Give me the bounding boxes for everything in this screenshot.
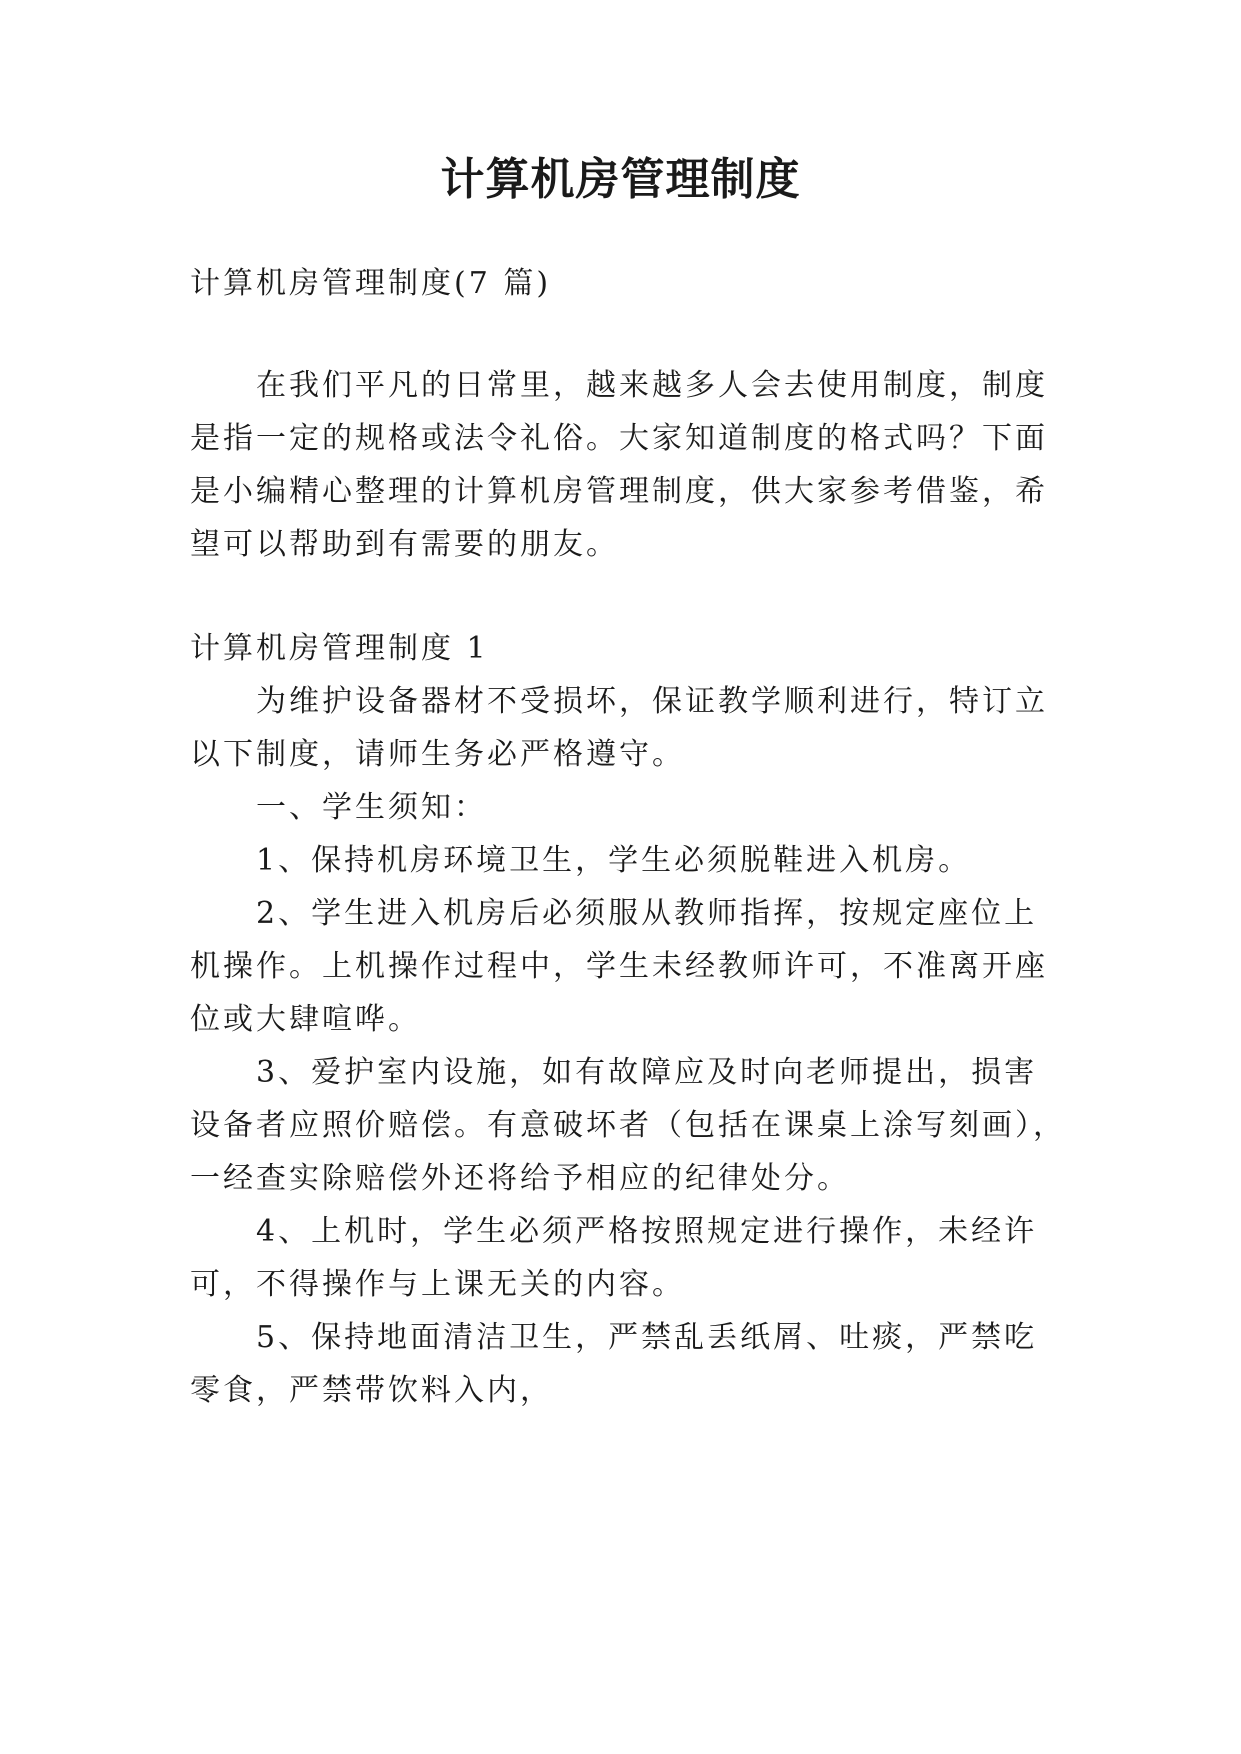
intro-line: 望可以帮助到有需要的朋友。: [190, 527, 619, 562]
section-heading: 计算机房管理制度 1: [190, 631, 489, 666]
body-line: 5、保持地面清洁卫生，严禁乱丢纸屑、吐痰，严禁吃: [190, 1320, 1038, 1355]
body-line: 3、爱护室内设施，如有故障应及时向老师提出，损害: [190, 1055, 1038, 1090]
document-subtitle: 计算机房管理制度(7 篇): [190, 266, 552, 301]
body-line: 位或大肆喧哗。: [190, 1002, 421, 1037]
body-line: 2、学生进入机房后必须服从教师指挥，按规定座位上: [190, 896, 1038, 931]
intro-line: 在我们平凡的日常里，越来越多人会去使用制度，制度: [190, 368, 1048, 403]
intro-line: 是指一定的规格或法令礼俗。大家知道制度的格式吗？下面: [190, 421, 1048, 456]
body-line: 为维护设备器材不受损坏，保证教学顺利进行，特订立: [190, 684, 1048, 719]
body-line: 机操作。上机操作过程中，学生未经教师许可，不准离开座: [190, 949, 1048, 984]
body-line: 一经查实除赔偿外还将给予相应的纪律处分。: [190, 1161, 850, 1196]
body-line: 零食，严禁带饮料入内，: [190, 1373, 553, 1408]
document-title: 计算机房管理制度: [440, 154, 801, 205]
body-line: 设备者应照价赔偿。有意破坏者（包括在课桌上涂写刻画），: [190, 1108, 1066, 1143]
body-line: 4、上机时，学生必须严格按照规定进行操作，未经许: [190, 1214, 1038, 1249]
body-line: 可，不得操作与上课无关的内容。: [190, 1267, 685, 1302]
body-line: 1、保持机房环境卫生，学生必须脱鞋进入机房。: [190, 843, 972, 878]
intro-line: 是小编精心整理的计算机房管理制度，供大家参考借鉴，希: [190, 474, 1048, 509]
body-line: 以下制度，请师生务必严格遵守。: [190, 737, 685, 772]
body-line: 一、学生须知：: [190, 790, 487, 825]
